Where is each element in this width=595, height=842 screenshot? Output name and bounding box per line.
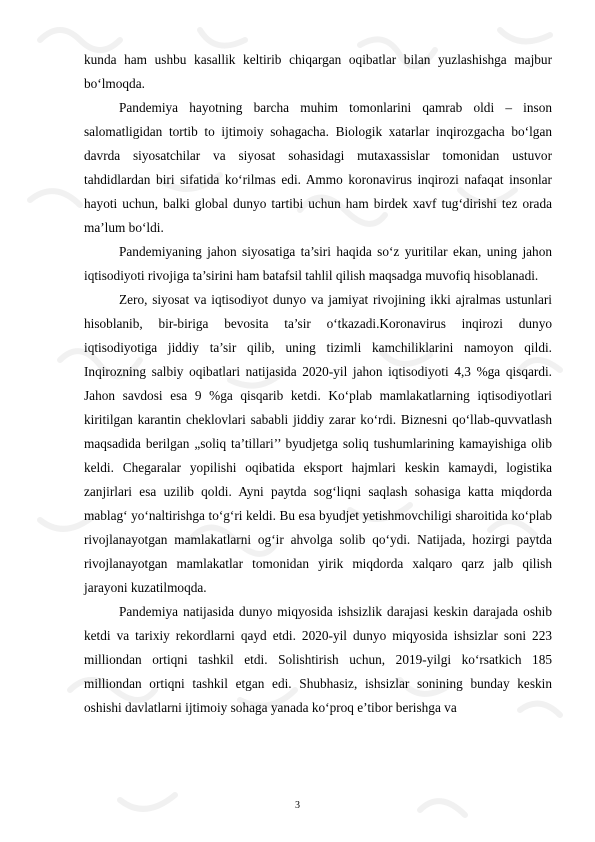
paragraph-4: Zero, siyosat va iqtisodiyot dunyo va jamiyat rivojining ikki ajralmas ustunlari hisoblanib, bir-biriga bevosita ta’sir o‘tkazadi.Koronavirus inqirozi dunyo iqtisodiyotiga jiddiy ta’sir qilib, uning tizimli kamchiliklarini namoyon qildi. Inqirozning salbiy oqibatlari natijasida 2020-yil jahon iqtisodiyoti 4,3 %ga qisqardi. Jahon savdosi esa 9 %ga qisqarib ketdi. Ko‘plab mamlakatlarning iqtisodiyotlari kiritilgan karantin cheklovlari sababli jiddiy zarar ko‘rdi. Biznesni qo‘llab-quvvatlash maqsadida berilgan „soliq ta’tillari’’ byudjetga soliq tushumlarining kamayishiga olib keldi. Chegaralar yopilishi oqibatida eksport hajmlari keskin kamaydi, logistika zanjirlari esa uzilib qoldi. Ayni paytda sog‘liqni saqlash sohasiga katta miqdorda mablag‘ yo‘naltirishga to‘g‘ri keldi. Bu esa byudjet yetishmovchiligi sharoitida ko‘plab rivojlanayotgan mamlakatlarni og‘ir ahvolga solib qo‘ydi. Natijada, hozirgi paytda rivojlanayotgan mamlakatlar tomonidan yirik miqdorda xalqaro qarz jalb qilish jarayoni kuzatilmoqda. bbox=[84, 292, 552, 595]
paragraph-5: Pandemiya natijasida dunyo miqyosida ishsizlik darajasi keskin darajada oshib ketdi va tarixiy rekordlarni qayd etdi. 2020-yil dunyo miqyosida ishsizlar soni 223 milliondan ortiqni tashkil etdi. Solishtirish uchun, 2019-yilgi ko‘rsatkich 185 milliondan ortiqni tashkil etgan edi. Shubhasiz, ishsizlar sonining bunday keskin oshishi davlatlarni ijtimoiy sohaga yanada ko‘proq e’tibor berishga va bbox=[84, 604, 552, 715]
paragraph-1: kunda ham ushbu kasallik keltirib chiqargan oqibatlar bilan yuzlashishga majbur bo‘lmoqda. bbox=[84, 52, 552, 91]
body-text bbox=[84, 48, 552, 720]
paragraph-3: Pandemiyaning jahon siyosatiga ta’siri haqida so‘z yuritilar ekan, uning jahon iqtisodiyoti rivojiga ta’sirini ham batafsil tahlil qilish maqsadga muvofiq hisoblanadi. bbox=[84, 244, 552, 283]
page-number: 3 bbox=[295, 800, 300, 811]
paragraph-2: Pandemiya hayotning barcha muhim tomonlarini qamrab oldi – inson salomatligidan tortib to ijtimoiy sohagacha. Biologik xatarlar inqirozgacha bo‘lgan davrda siyosatchilar va siyosat sohasidagi mutaxassislar tomonidan ustuvor tahdidlardan biri sifatida ko‘rilmas edi. Ammo koronavirus inqirozi nafaqat insonlar hayoti uchun, balki global dunyo tartibi uchun ham birdek xavf tug‘dirishi tez orada ma’lum bo‘ldi. bbox=[84, 100, 552, 235]
